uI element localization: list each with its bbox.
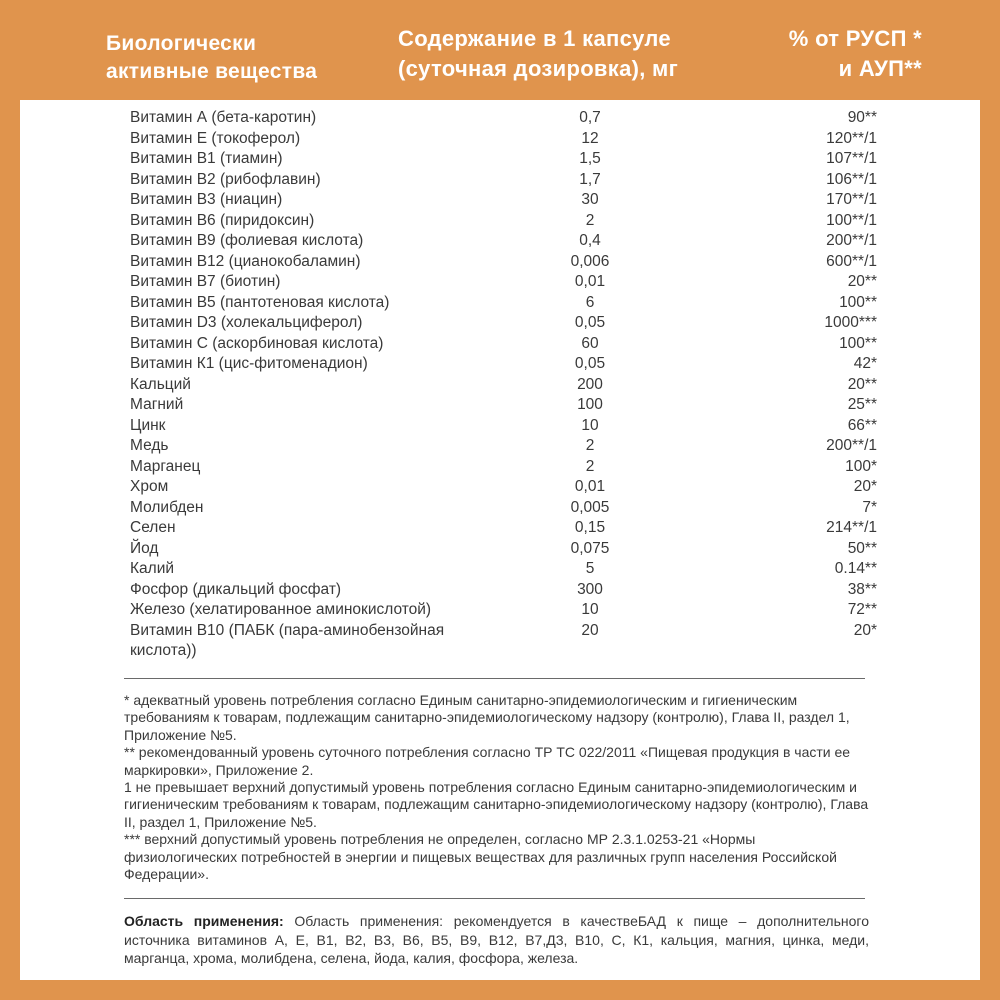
nutrient-percent: 50** xyxy=(847,539,877,557)
nutrient-amount: 0,01 xyxy=(574,478,606,495)
table-row xyxy=(130,498,885,519)
table-row xyxy=(130,313,885,334)
nutrient-percent: 100**/1 xyxy=(826,211,877,229)
divider-bottom xyxy=(124,898,865,899)
nutrient-percent: 600**/1 xyxy=(826,252,877,270)
table-row xyxy=(130,231,885,252)
nutrient-percent: 100** xyxy=(839,334,877,352)
nutrient-name: Марганец xyxy=(130,457,201,475)
table-row xyxy=(130,149,885,170)
header-content xyxy=(398,24,678,84)
usage-section xyxy=(124,912,869,968)
table-header xyxy=(0,0,1000,100)
table-row xyxy=(130,334,885,355)
table-row xyxy=(130,559,885,580)
nutrient-name: Витамин В12 (цианокобаламин) xyxy=(130,252,361,270)
nutrient-amount: 0,4 xyxy=(579,232,601,249)
nutrient-amount: 60 xyxy=(581,334,599,352)
table-row xyxy=(130,354,885,375)
table-row xyxy=(130,436,885,457)
nutrient-amount: 200 xyxy=(577,375,603,393)
nutrient-name: Йод xyxy=(130,539,159,557)
nutrient-name: Цинк xyxy=(130,416,166,434)
nutrient-amount: 0,15 xyxy=(574,519,606,536)
table-row xyxy=(130,539,885,560)
header-line: и АУП** xyxy=(838,56,922,81)
nutrient-percent: 42* xyxy=(853,355,877,372)
nutrient-amount: 1,5 xyxy=(579,150,601,167)
usage-title: Область применения: xyxy=(124,913,284,929)
nutrient-name: Витамин В2 (рибофлавин) xyxy=(130,170,321,188)
footnote: * адекватный уровень потребления согласно Единым санитарно-эпидемиологическим и гигиеническим требованиям к товарам, подлежащим санитарно-эпидемиологическому надзору (контролю), Глава II, раздел 1, Приложение №5. xyxy=(124,692,850,743)
table-row xyxy=(130,600,885,621)
nutrient-amount: 5 xyxy=(585,560,595,577)
table-row xyxy=(130,129,885,150)
nutrient-name: Витамин В6 (пиридоксин) xyxy=(130,211,315,229)
usage-text: Область применения: рекомендуется в качествеБАД к пище – дополнительного источника витаминов А, Е, В1, В2, В3, В6, В5, В9, В12, В7,Д3, В10, С, К1, кальция, магния, цинка, меди, марганца, хрома, молибдена, селена, йода, калия, фосфора, железа. xyxy=(124,913,869,966)
header-substances xyxy=(106,30,317,86)
nutrient-amount: 1,7 xyxy=(579,170,601,188)
nutrient-percent: 100* xyxy=(845,457,877,475)
nutrient-amount: 0,075 xyxy=(570,539,610,557)
nutrient-percent: 106**/1 xyxy=(826,170,877,188)
nutrient-amount: 2 xyxy=(585,457,595,475)
nutrient-name: Железо (хелатированное аминокислотой) xyxy=(130,601,432,618)
nutrient-name: Витамин К1 (цис-фитоменадион) xyxy=(130,355,368,372)
nutrient-amount: 0,05 xyxy=(574,314,606,331)
header-line: активные вещества xyxy=(106,60,318,83)
header-line: (суточная дозировка), мг xyxy=(398,56,679,81)
table-row xyxy=(130,170,885,191)
nutrient-percent: 90** xyxy=(847,109,877,126)
nutrient-amount: 300 xyxy=(577,580,603,598)
nutrient-name: Витамин В1 (тиамин) xyxy=(130,150,283,167)
table-row xyxy=(130,457,885,478)
nutrient-percent: 66** xyxy=(847,416,877,434)
nutrient-percent: 0.14** xyxy=(834,560,877,577)
nutrient-percent: 20** xyxy=(847,273,877,290)
nutrient-name: Витамин Е (токоферол) xyxy=(130,129,301,147)
nutrient-name: Медь xyxy=(130,437,169,454)
nutrient-name: Витамин А (бета-каротин) xyxy=(130,109,317,126)
nutrient-percent: 200**/1 xyxy=(826,437,877,454)
nutrient-amount: 20 xyxy=(581,621,599,639)
nutrient-percent: 7* xyxy=(862,498,877,516)
nutrient-name: Калий xyxy=(130,560,175,577)
nutrient-percent: 170**/1 xyxy=(826,191,877,208)
nutrient-name: Фосфор (дикальций фосфат) xyxy=(130,580,342,598)
nutrient-amount: 0,7 xyxy=(579,109,601,126)
nutrient-amount: 12 xyxy=(581,129,599,147)
nutrient-percent: 200**/1 xyxy=(826,232,877,249)
divider-top xyxy=(124,678,865,679)
nutrient-name: Хром xyxy=(130,478,169,495)
header-line: Биологически xyxy=(106,32,257,55)
nutrient-name: Витамин D3 (холекальциферол) xyxy=(130,314,363,331)
nutrient-amount: 30 xyxy=(581,191,599,208)
nutrient-percent: 25** xyxy=(847,396,877,413)
table-row xyxy=(130,518,885,539)
footnote: *** верхний допустимый уровень потребления не определен, согласно МР 2.3.1.0253-21 «Нормы физиологических потребностей в энергии и пищевых веществах для различных групп населения Российской Федерации». xyxy=(124,831,837,883)
nutrient-amount: 0,05 xyxy=(574,355,606,372)
nutrient-amount: 6 xyxy=(585,293,595,311)
nutrient-amount: 0,01 xyxy=(574,273,606,290)
nutrient-percent: 120**/1 xyxy=(826,129,877,147)
nutrient-percent: 72** xyxy=(847,601,877,618)
table-row xyxy=(130,416,885,437)
nutrient-name: Кальций xyxy=(130,375,191,393)
table-row xyxy=(130,375,885,396)
nutrient-name: Витамин В9 (фолиевая кислота) xyxy=(130,232,364,249)
table-row xyxy=(130,211,885,232)
nutrient-name: Витамин В10 (ПАБК (пара-аминобензойная кислота)) xyxy=(130,621,445,659)
nutrient-percent: 107**/1 xyxy=(826,150,877,167)
table-row xyxy=(130,621,885,662)
nutrient-amount: 2 xyxy=(585,437,595,454)
table-row xyxy=(130,190,885,211)
footnote: 1 не превышает верхний допустимый уровень потребления согласно Единым санитарно-эпидемиологическим и гигиеническим требованиям к товарам, подлежащим санитарно-эпидемиологическому надзору (контролю), Глава II, раздел 1, Приложение №5. xyxy=(124,779,869,830)
nutrient-name: Магний xyxy=(130,396,184,413)
nutrient-table xyxy=(130,108,885,662)
nutrient-amount: 2 xyxy=(585,211,595,229)
table-row xyxy=(130,395,885,416)
nutrient-percent: 214**/1 xyxy=(826,519,877,536)
nutrient-name: Витамин В3 (ниацин) xyxy=(130,191,283,208)
nutrient-percent: 20** xyxy=(847,375,877,393)
nutrient-name: Молибден xyxy=(130,498,204,516)
nutrient-amount: 0,006 xyxy=(570,252,610,270)
content-panel xyxy=(20,100,980,980)
footnote: ** рекомендованный уровень суточного потребления согласно ТР ТС 022/2011 «Пищевая продукция в части ее маркировки», Приложение 2. xyxy=(124,744,851,778)
table-row xyxy=(130,477,885,498)
header-line: Содержание в 1 капсуле xyxy=(398,26,671,51)
table-row xyxy=(130,293,885,314)
table-row xyxy=(130,272,885,293)
nutrient-amount: 10 xyxy=(581,601,599,618)
nutrient-percent: 100** xyxy=(839,293,877,311)
nutrient-name: Витамин В5 (пантотеновая кислота) xyxy=(130,293,390,311)
nutrient-percent: 20* xyxy=(853,621,877,639)
nutrient-amount: 0,005 xyxy=(570,498,610,516)
header-percent xyxy=(789,24,922,84)
nutrient-name: Селен xyxy=(130,519,176,536)
header-line: % от РУСП * xyxy=(788,26,922,51)
nutrient-percent: 1000*** xyxy=(824,314,877,331)
nutrient-name: Витамин С (аскорбиновая кислота) xyxy=(130,334,384,352)
table-row xyxy=(130,580,885,601)
nutrient-name: Витамин В7 (биотин) xyxy=(130,273,281,290)
table-row xyxy=(130,108,885,129)
nutrient-amount: 10 xyxy=(581,416,599,434)
nutrient-percent: 20* xyxy=(853,478,877,495)
footnotes xyxy=(124,692,869,883)
table-row xyxy=(130,252,885,273)
nutrient-percent: 38** xyxy=(847,580,877,598)
nutrient-amount: 100 xyxy=(577,396,603,413)
